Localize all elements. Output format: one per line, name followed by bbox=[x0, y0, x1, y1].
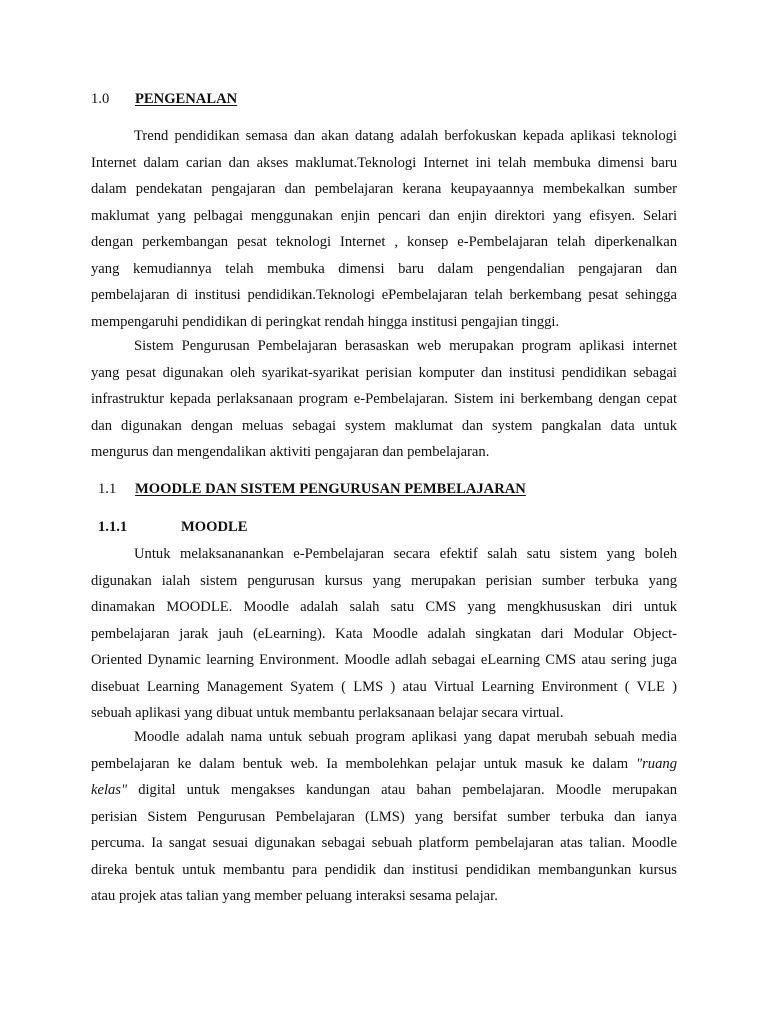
paragraph-line: yang kemudiannya telah membuka dimensi baru dalam pengendalian pengajaran dan bbox=[91, 260, 677, 277]
paragraph-line: yang pesat digunakan oleh syarikat-syarikat perisian komputer dan institusi pendidikan sebagai bbox=[91, 364, 677, 381]
paragraph-line: mengurus dan mengendalikan aktiviti pengajaran dan pembelajaran. bbox=[91, 444, 490, 460]
paragraph-line: pembelajaran di institusi pendidikan.Teknologi ePembelajaran telah berkembang pesat sehingga bbox=[91, 287, 677, 303]
paragraph-moodle-1 bbox=[91, 541, 677, 727]
quoted-term: kelas" bbox=[91, 782, 128, 798]
paragraph-line: dalam pendekatan pengajaran dan pembelajaran kerana keupayaannya membekalkan sumber bbox=[91, 181, 677, 197]
section-number: 1.0 bbox=[91, 91, 110, 107]
paragraph-line: Oriented Dynamic learning Environment. Moodle adlah sebagai eLearning CMS atau sering juga bbox=[91, 652, 677, 668]
paragraph-line: Moodle adalah nama untuk sebuah program aplikasi yang dapat merubah sebuah media bbox=[134, 729, 677, 745]
paragraph-line: maklumat yang pelbagai menggunakan enjin pencari dan enjin direktori yang efisyen. Selari bbox=[91, 207, 677, 224]
paragraph-line: perisian Sistem Pengurusan Pembelajaran (LMS) yang bersifat sumber terbuka dan ianya bbox=[91, 808, 677, 825]
paragraph-line: pembelajaran ke dalam bentuk web. Ia membolehkan pelajar untuk masuk ke dalam "ruang bbox=[91, 755, 677, 772]
paragraph-line: Internet dalam carian dan akses maklumat.Teknologi Internet ini telah membuka dimensi baru bbox=[91, 154, 677, 171]
paragraph-intro-2 bbox=[91, 333, 677, 466]
section-number: 1.1.1 bbox=[98, 519, 128, 535]
section-heading-1-1 bbox=[98, 480, 618, 498]
paragraph-line: percuma. Ia sangat sesuai digunakan sebagai sebuah platform pembelajaran atas talian. Moodle bbox=[91, 835, 677, 851]
paragraph-line: Sistem Pengurusan Pembelajaran berasaskan web merupakan program aplikasi internet bbox=[134, 338, 677, 354]
section-title: MOODLE bbox=[181, 519, 248, 535]
paragraph-intro-1 bbox=[91, 123, 677, 335]
section-title: MOODLE DAN SISTEM PENGURUSAN PEMBELAJARAN bbox=[135, 481, 526, 497]
section-heading-1-1-1 bbox=[98, 518, 398, 536]
quoted-term: "ruang bbox=[636, 755, 677, 772]
paragraph-line: pembelajaran jarak jauh (eLearning). Kata Moodle adalah singkatan dari Modular Object- bbox=[91, 625, 677, 642]
paragraph-line: infrastruktur kepada perlaksanaan program e-Pembelajaran. Sistem ini berkembang dengan cepat bbox=[91, 391, 677, 407]
section-title: PENGENALAN bbox=[135, 91, 238, 107]
paragraph-line: mempengaruhi pendidikan di peringkat rendah hingga institusi pengajian tinggi. bbox=[91, 313, 560, 330]
section-heading-1-0 bbox=[91, 90, 391, 108]
paragraph-line: direka bentuk untuk membantu para pendidik dan institusi pendidikan membangunkan kursus bbox=[91, 861, 677, 878]
paragraph-line: dan digunakan dengan meluas sebagai system maklumat dan system pangkalan data untuk bbox=[91, 417, 677, 434]
paragraph-line: dengan perkembangan pesat teknologi Internet , konsep e-Pembelajaran telah diperkenalkan bbox=[91, 234, 677, 250]
paragraph-line: atau projek atas talian yang member peluang interaksi sesama pelajar. bbox=[91, 888, 498, 904]
paragraph-line: Trend pendidikan semasa dan akan datang adalah berfokuskan kepada aplikasi teknologi bbox=[134, 128, 677, 144]
paragraph-line: dinamakan MOODLE. Moodle adalah salah satu CMS yang mengkhususkan diri untuk bbox=[91, 599, 677, 615]
paragraph-line: kelas" digital untuk mengakses kandungan atau bahan pembelajaran. Moodle merupakan bbox=[91, 782, 677, 798]
section-number: 1.1 bbox=[98, 481, 117, 497]
paragraph-line: digunakan ialah sistem pengurusan kursus yang merupakan perisian sumber terbuka yang bbox=[91, 572, 677, 589]
paragraph-line: sebuah aplikasi yang dibuat untuk membantu perlaksanaan belajar secara virtual. bbox=[91, 705, 564, 721]
paragraph-line: disebuat Learning Management Syatem ( LMS ) atau Virtual Learning Environment ( VLE ) bbox=[91, 678, 677, 695]
paragraph-moodle-2 bbox=[91, 724, 677, 910]
paragraph-line: Untuk melaksananankan e-Pembelajaran secara efektif salah satu sistem yang boleh bbox=[134, 546, 677, 562]
